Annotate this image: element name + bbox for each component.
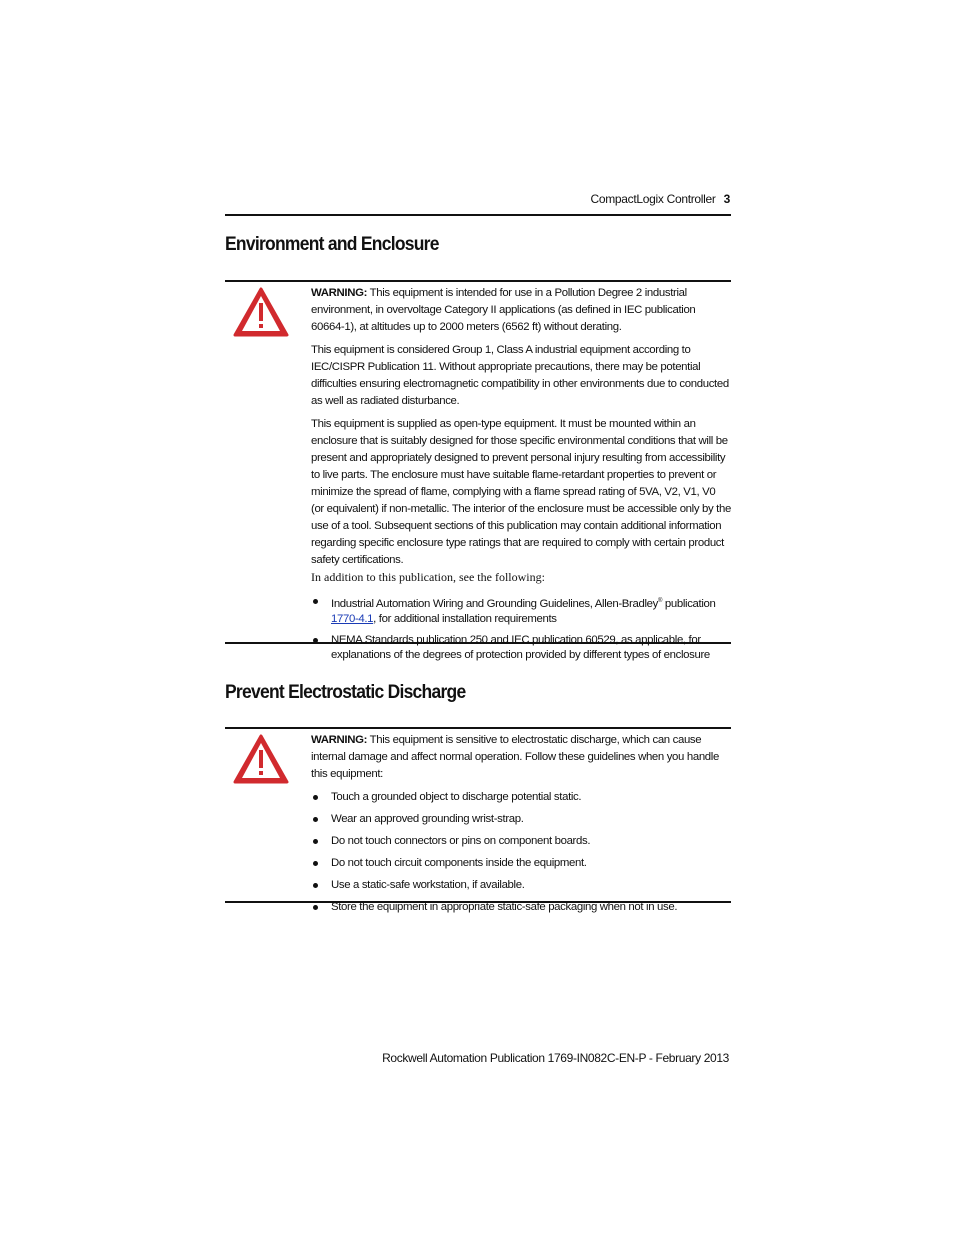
warning-triangle-icon — [233, 286, 289, 338]
header-rule — [225, 214, 731, 216]
paragraph-see-following: In addition to this publication, see the following: — [311, 570, 545, 584]
warning-text-esd — [311, 729, 731, 925]
list-item: Wear an approved grounding wrist-strap. — [311, 811, 731, 828]
list-item: NEMA Standards publication 250 and IEC publication 60529, as applicable, for explanations of the degrees of protection provided by different types of enclosure — [311, 633, 731, 663]
warning-paragraph — [311, 285, 731, 336]
page-number: 3 — [723, 192, 730, 206]
list-item: Do not touch circuit components inside the equipment. — [311, 855, 731, 872]
page-footer: Rockwell Automation Publication 1769-IN082C-EN-P - February 2013 — [382, 1051, 729, 1065]
paragraph-group-class: This equipment is considered Group 1, Class A industrial equipment according to IEC/CISPR Publication 11. Without appropriate precautions, there may be potential difficulties ensuring electromagnetic compatibility in other environments due to conducted as well as radiated disturbance. — [311, 344, 729, 407]
warning-triangle-icon — [233, 733, 289, 785]
list-item: Do not touch connectors or pins on component boards. — [311, 833, 731, 850]
section-title-environment: Environment and Enclosure — [225, 234, 439, 255]
warning-box-environment — [225, 280, 731, 661]
warning-box-esd — [225, 727, 731, 913]
list-item — [311, 594, 731, 627]
warning-text-environment — [311, 282, 731, 673]
paragraph-open-type: This equipment is supplied as open-type equipment. It must be mounted within an enclosure that is suitably designed for those specific environmental conditions that will be present and appropriately designed to prevent personal injury resulting from accessibility to live parts. The enclosure must have suitable flame-retardant properties to prevent or minimize the spread of flame, complying with a flame spread rating of 5VA, V2, V1, V0 (or equivalent) if non-metallic. The interior of the enclosure must be accessible only by the use of a tool. Subsequent sections of this publication may contain additional information regarding specific enclosure type ratings that are required to comply with certain product safety certifications. — [311, 418, 731, 566]
warning-label: WARNING: — [311, 734, 368, 746]
registered-mark: ® — [657, 598, 663, 604]
warning-label: WARNING: — [311, 287, 368, 299]
bullet-text: publication — [662, 597, 716, 610]
running-header — [590, 192, 730, 206]
esd-guidelines-list — [311, 789, 731, 916]
list-item: Store the equipment in appropriate static-safe packaging when not in use. — [311, 899, 731, 916]
section-title-esd: Prevent Electrostatic Discharge — [225, 682, 466, 703]
warning-intro: This equipment is intended for use in a Pollution Degree 2 industrial environment, in overvoltage Category II applications (as defined in IEC publication 60664-1), at altitudes up to 2000 meters (6562 ft) without derating. — [311, 287, 696, 333]
warning-paragraph — [311, 732, 731, 783]
bullet-text: , for additional installation requirements — [373, 612, 557, 625]
bullet-text: Industrial Automation Wiring and Grounding Guidelines, Allen-Bradley — [331, 597, 658, 610]
list-item: Touch a grounded object to discharge potential static. — [311, 789, 731, 806]
list-item: Use a static-safe workstation, if available. — [311, 877, 731, 894]
reference-list — [311, 594, 731, 663]
warning-intro: This equipment is sensitive to electrostatic discharge, which can cause internal damage and affect normal operation. Follow these guidelines when you handle this equipment: — [311, 734, 719, 780]
header-title: CompactLogix Controller — [590, 192, 716, 206]
publication-link[interactable]: 1770-4.1 — [331, 612, 374, 625]
